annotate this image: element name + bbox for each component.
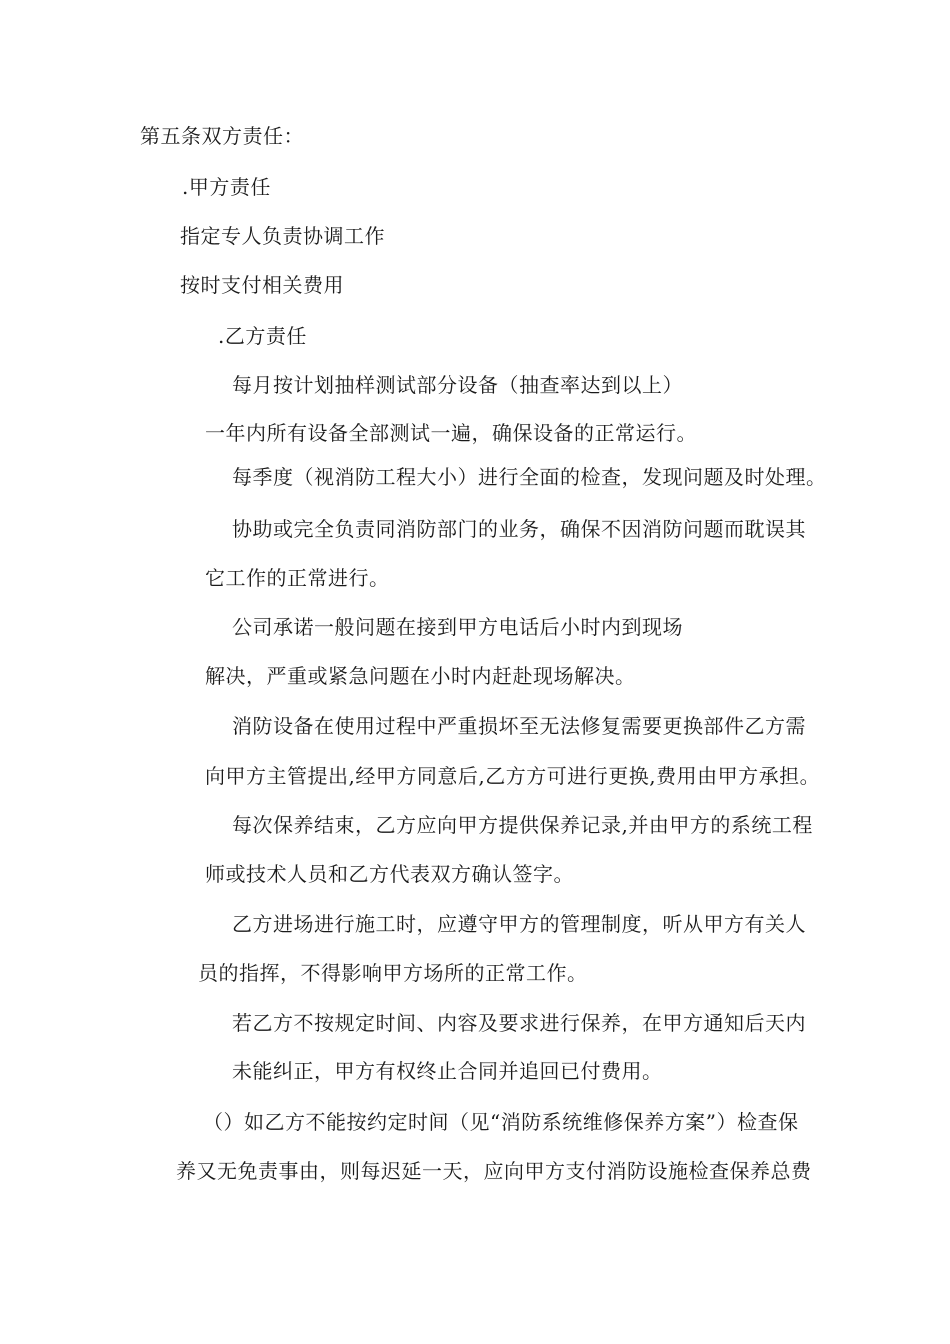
penalty-clause-cont: 养又无免责事由，则每迟延一天，应向甲方支付消防设施检查保养总费 xyxy=(176,1159,812,1183)
party-a-item-1: 指定专人负责协调工作 xyxy=(180,224,385,248)
party-b-item-7-cont: 员的指挥，不得影响甲方场所的正常工作。 xyxy=(198,961,588,985)
party-b-item-5-cont: 向甲方主管提出,经甲方同意后,乙方方可进行更换,费用由甲方承担。 xyxy=(205,764,821,788)
article-heading: 第五条双方责任： xyxy=(140,124,304,148)
party-b-item-8: 若乙方不按规定时间、内容及要求进行保养，在甲方通知后天内 xyxy=(232,1011,806,1035)
party-b-item-1: 每月按计划抽样测试部分设备（抽查率达到以上） xyxy=(232,373,683,397)
party-b-item-3-cont: 它工作的正常进行。 xyxy=(205,566,390,590)
party-b-item-8-cont: 未能纠正，甲方有权终止合同并追回已付费用。 xyxy=(232,1059,663,1083)
penalty-clause: （）如乙方不能按约定时间（见“消防系统维修保养方案”）检查保 xyxy=(203,1110,799,1134)
party-a-item-2: 按时支付相关费用 xyxy=(180,273,344,297)
party-b-item-2: 每季度（视消防工程大小）进行全面的检查，发现问题及时处理。 xyxy=(232,465,827,489)
party-a-heading: .甲方责任 xyxy=(182,175,271,199)
party-b-item-5: 消防设备在使用过程中严重损坏至无法修复需要更换部件乙方需 xyxy=(232,714,806,738)
party-b-item-7: 乙方进场进行施工时，应遵守甲方的管理制度，听从甲方有关人 xyxy=(232,912,806,936)
party-b-item-3: 协助或完全负责同消防部门的业务，确保不因消防问题而耽误其 xyxy=(232,517,806,541)
party-b-heading: .乙方责任 xyxy=(218,324,307,348)
party-b-item-4: 公司承诺一般问题在接到甲方电话后小时内到现场 xyxy=(232,615,683,639)
party-b-item-6: 每次保养结束，乙方应向甲方提供保养记录,并由甲方的系统工程 xyxy=(232,813,813,837)
party-b-item-1-cont: 一年内所有设备全部测试一遍，确保设备的正常运行。 xyxy=(205,421,697,445)
party-b-item-6-cont: 师或技术人员和乙方代表双方确认签字。 xyxy=(205,862,574,886)
party-b-item-4-cont: 解决，严重或紧急问题在小时内赶赴现场解决。 xyxy=(205,664,636,688)
